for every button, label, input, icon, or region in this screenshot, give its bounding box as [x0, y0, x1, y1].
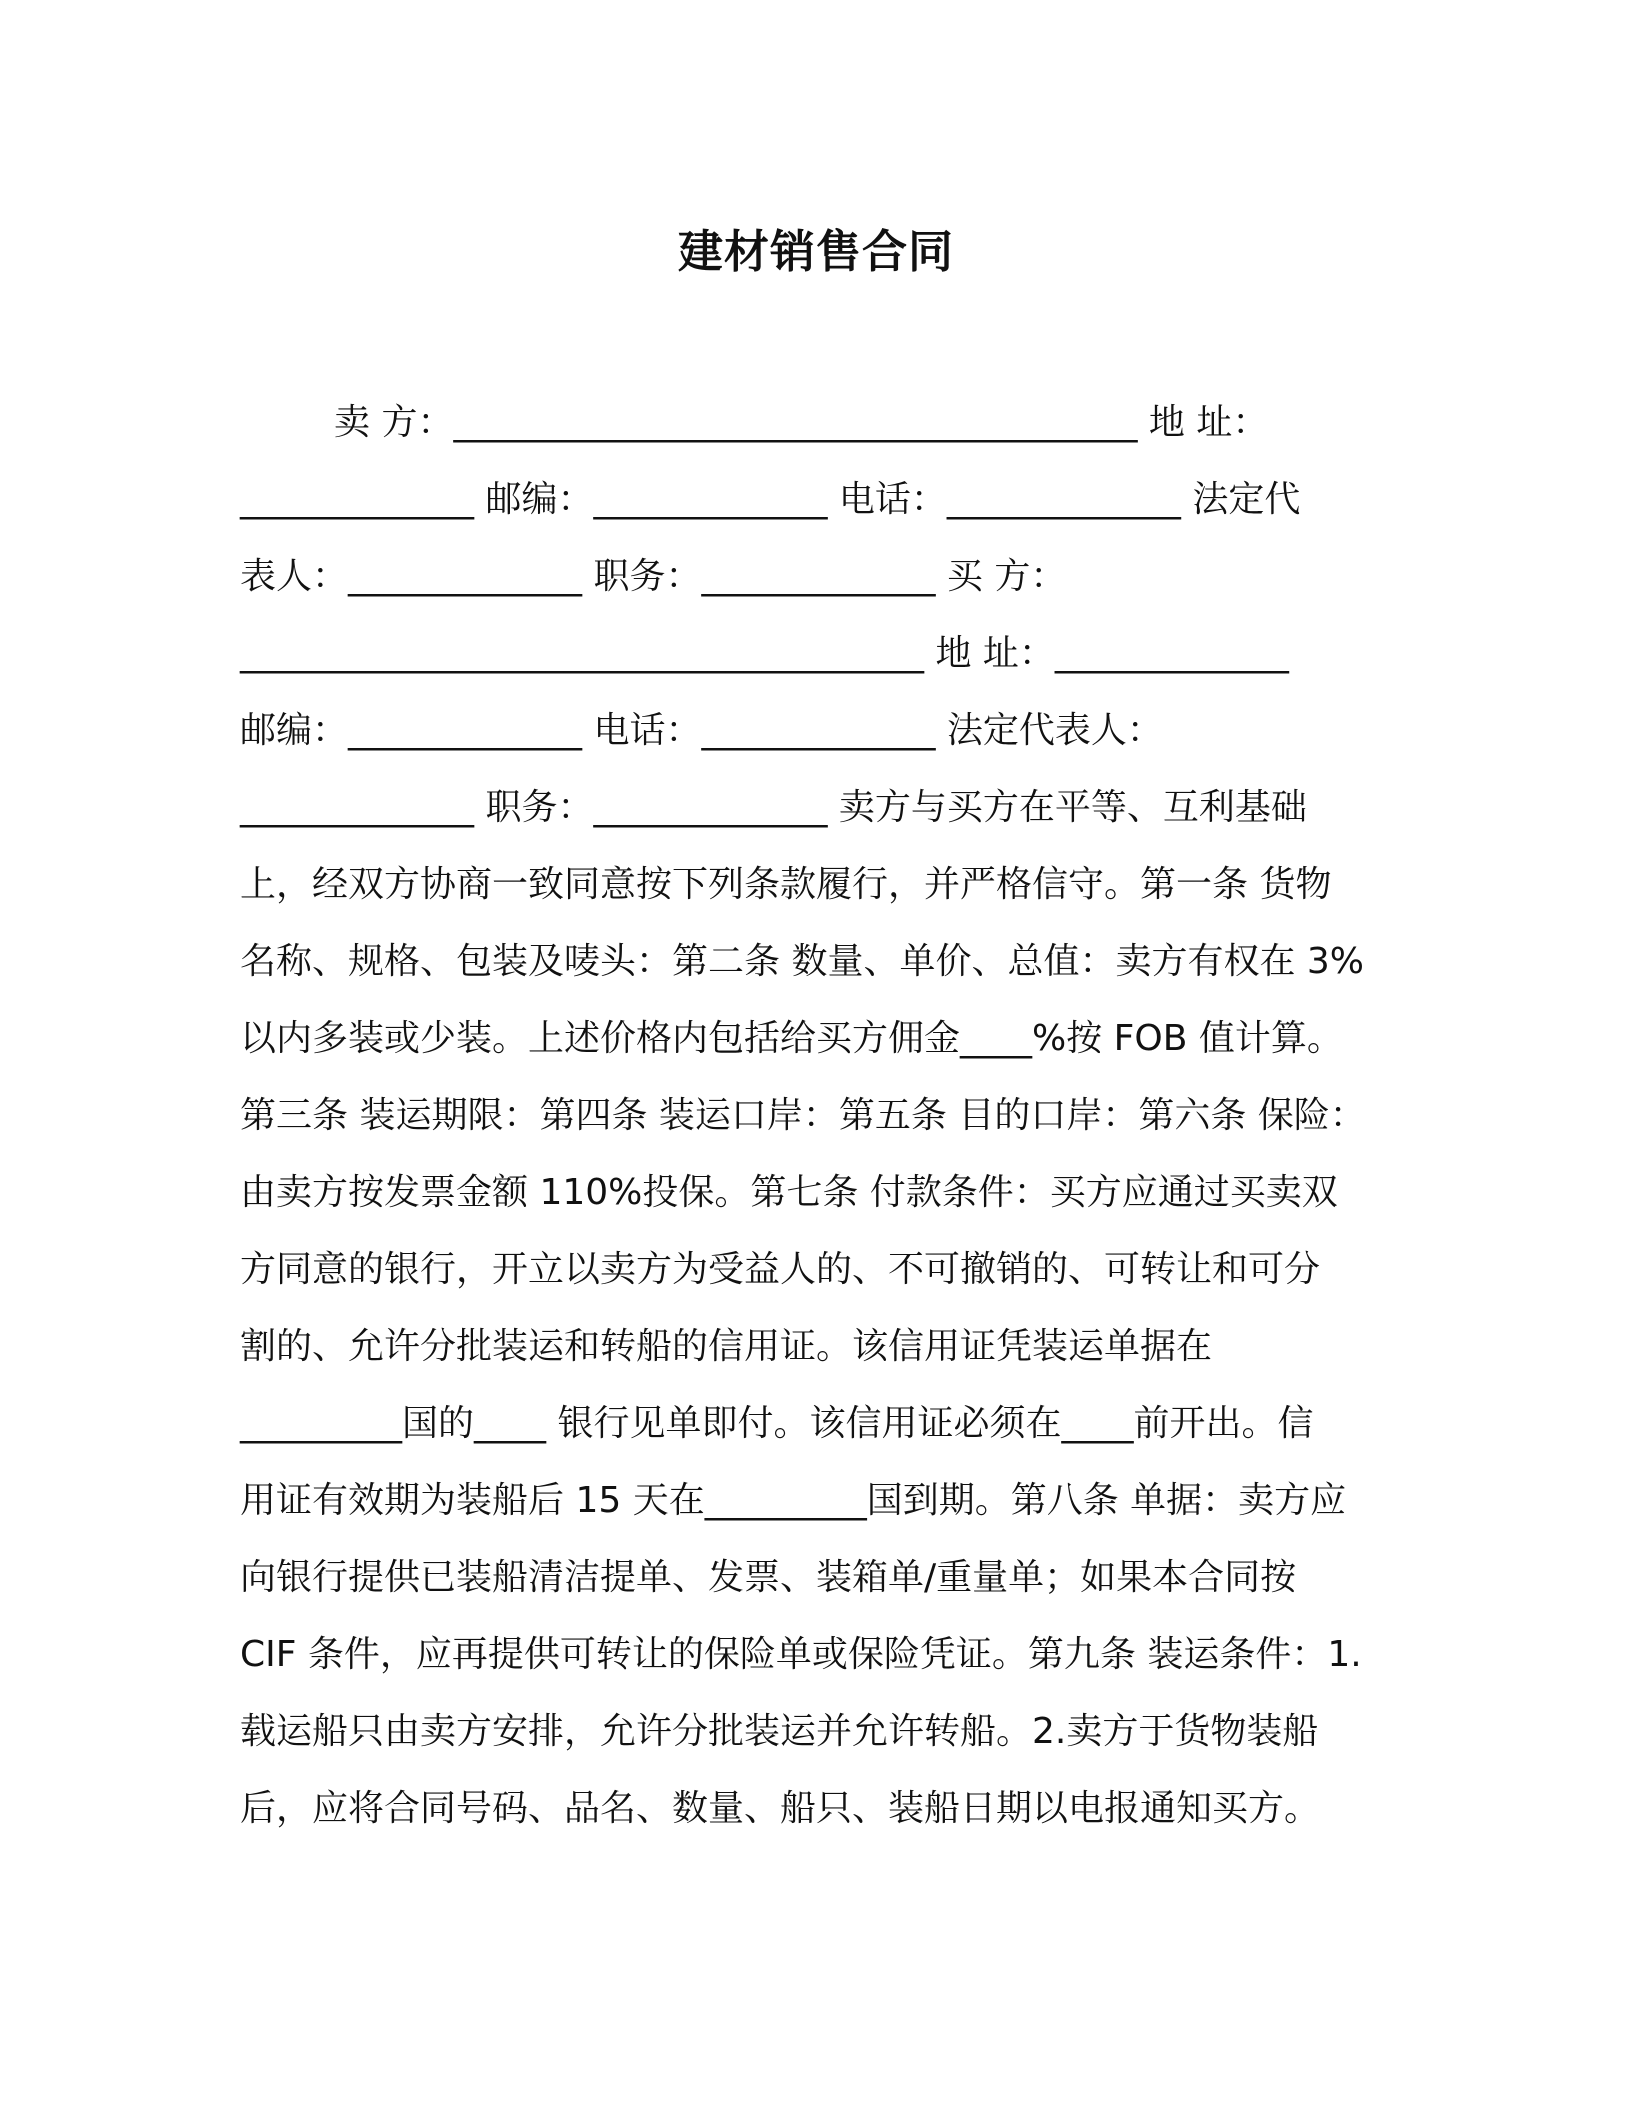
contract-line: _________国的____ 银行见单即付。该信用证必须在____前开出。信	[240, 1403, 1314, 1444]
document-title: 建材销售合同	[677, 225, 954, 278]
contract-line: CIF 条件，应再提供可转让的保险单或保险凭证。第九条 装运条件：1.	[240, 1634, 1362, 1675]
contract-line: 方同意的银行，开立以卖方为受益人的、不可撤销的、可转让和可分	[240, 1249, 1321, 1290]
contract-line: 上，经双方协商一致同意按下列条款履行，并严格信守。第一条 货物	[240, 864, 1332, 905]
contract-line: 表人：_____________ 职务：_____________ 买 方：	[240, 556, 1067, 597]
contract-line: ______________________________________ 地 址：_____________	[240, 633, 1289, 674]
contract-line: 载运船只由卖方安排，允许分批装运并允许转船。2.卖方于货物装船	[240, 1711, 1319, 1752]
contract-line: 以内多装或少装。上述价格内包括给买方佣金____%按 FOB 值计算。	[240, 1018, 1343, 1059]
contract-line: 向银行提供已装船清洁提单、发票、装箱单/重量单；如果本合同按	[240, 1557, 1297, 1598]
contract-line: 后，应将合同号码、品名、数量、船只、装船日期以电报通知买方。	[240, 1788, 1321, 1829]
contract-line: 卖 方：______________________________________ 地 址：	[334, 402, 1269, 443]
contract-line: _____________ 职务：_____________ 卖方与买方在平等、互利基础	[240, 787, 1307, 828]
contract-line: 邮编：_____________ 电话：_____________ 法定代表人：	[240, 710, 1163, 751]
contract-line: 由卖方按发票金额 110%投保。第七条 付款条件：买方应通过买卖双	[240, 1172, 1338, 1213]
contract-line: _____________ 邮编：_____________ 电话：_____________ 法定代	[240, 479, 1301, 520]
contract-line: 用证有效期为装船后 15 天在_________国到期。第八条 单据：卖方应	[240, 1480, 1347, 1521]
contract-line: 名称、规格、包装及唛头：第二条 数量、单价、总值：卖方有权在 3%	[240, 941, 1364, 982]
contract-line: 第三条 装运期限：第四条 装运口岸：第五条 目的口岸：第六条 保险：	[240, 1095, 1366, 1136]
contract-line: 割的、允许分批装运和转船的信用证。该信用证凭装运单据在	[240, 1326, 1213, 1367]
